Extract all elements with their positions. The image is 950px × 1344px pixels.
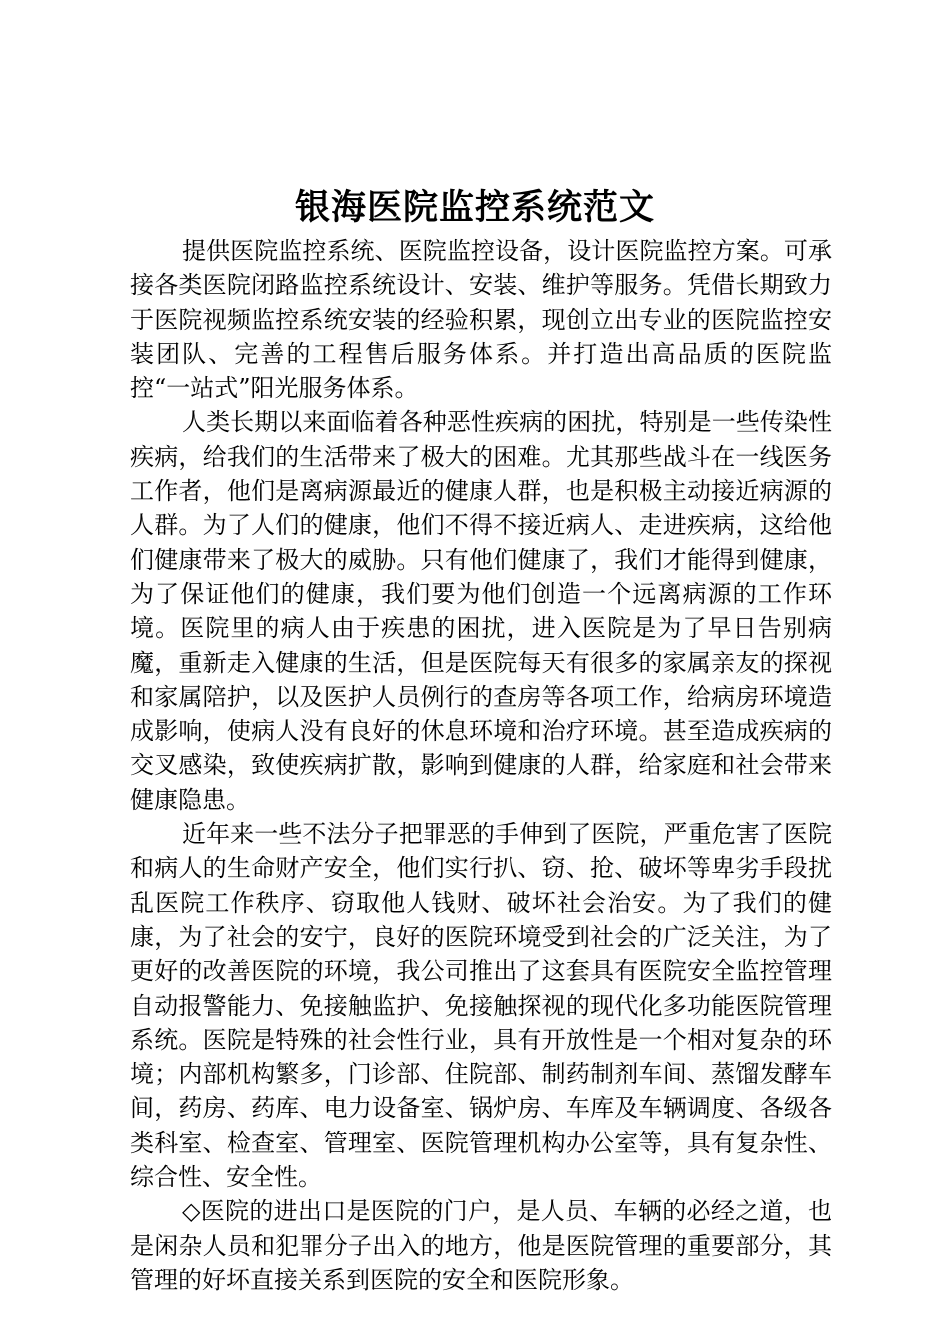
paragraph: 提供医院监控系统、医院监控设备，设计医院监控方案。可承接各类医院闭路监控系统设计、安装、维护等服务。凭借长期致力于医院视频监控系统安装的经验积累，现创立出专业的医院监控安装团队、完善的工程售后服务体系。并打造出高品质的医院监控“一站式”阳光服务体系。	[130, 237, 832, 403]
document-title: 银海医院监控系统范文	[294, 187, 655, 228]
paragraph: 人类长期以来面临着各种恶性疾病的困扰，特别是一些传染性疾病，给我们的生活带来了极大的困难。尤其那些战斗在一线医务工作者，他们是离病源最近的健康人群，也是积极主动接近病源的人群。为了人们的健康，他们不得不接近病人、走进疾病，这给他们健康带来了极大的威胁。只有他们健康了，我们才能得到健康，为了保证他们的健康，我们要为他们创造一个远离病源的工作环境。医院里的病人由于疾患的困扰，进入医院是为了早日告别病魔，重新走入健康的生活，但是医院每天有很多的家属亲友的探视和家属陪护，以及医护人员例行的查房等各项工作，给病房环境造成影响，使病人没有良好的休息环境和治疗环境。甚至造成疾病的交叉感染，致使疾病扩散，影响到健康的人群，给家庭和社会带来健康隐患。	[130, 408, 832, 814]
paragraph: ◇医院的进出口是医院的门户，是人员、车辆的必经之道，也是闲杂人员和犯罪分子出入的地方，他是医院管理的重要部分，其管理的好坏直接关系到医院的安全和医院形象。	[130, 1197, 832, 1294]
document-body	[130, 234, 832, 1297]
paragraph: 近年来一些不法分子把罪恶的手伸到了医院，严重危害了医院和病人的生命财产安全，他们实行扒、窃、抢、破坏等卑劣手段扰乱医院工作秩序、窃取他人钱财、破坏社会治安。为了我们的健康，为了社会的安宁，良好的医院环境受到社会的广泛关注，为了更好的改善医院的环境，我公司推出了这套具有医院安全监控管理自动报警能力、免接触监护、免接触探视的现代化多功能医院管理系统。医院是特殊的社会性行业，具有开放性是一个相对复杂的环境；内部机构繁多，门诊部、住院部、制药制剂车间、蒸馏发酵车间，药房、药库、电力设备室、锅炉房、车库及车辆调度、各级各类科室、检查室、管理室、医院管理机构办公室等，具有复杂性、综合性、安全性。	[130, 820, 832, 1192]
